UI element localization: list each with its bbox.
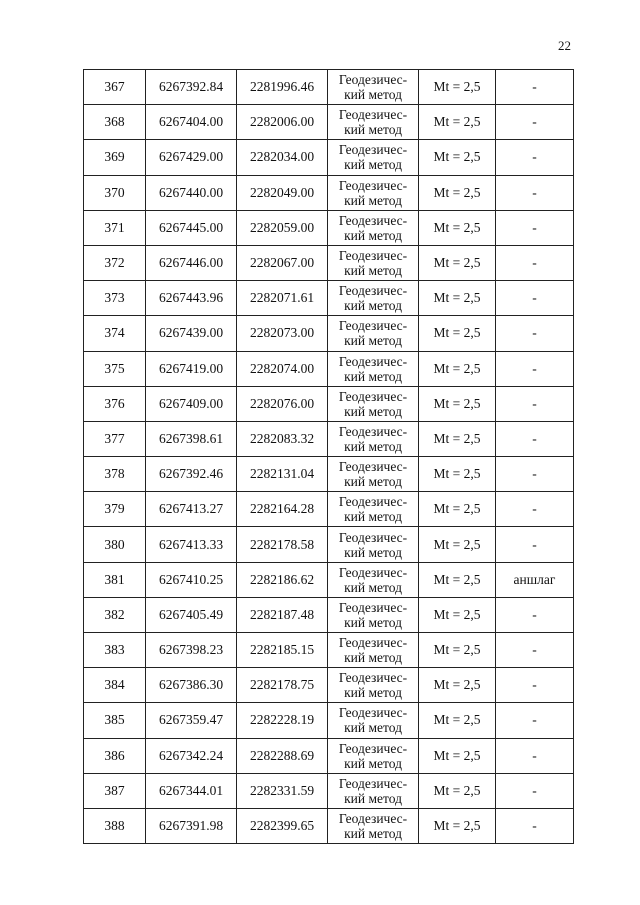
point-number-cell: 387 [84,773,146,808]
y-coordinate-cell: 2282185.15 [237,633,328,668]
table-row [84,668,574,703]
accuracy-cell: Mt = 2,5 [419,70,496,105]
method-cell [328,421,419,456]
method-cell [328,597,419,632]
point-number-cell: 381 [84,562,146,597]
y-coordinate-cell: 2282067.00 [237,245,328,280]
point-number-cell: 378 [84,457,146,492]
point-number-cell: 373 [84,281,146,316]
x-coordinate-cell: 6267409.00 [146,386,237,421]
method-line-2: кий метод [344,685,402,701]
method-cell [328,70,419,105]
table-row [84,175,574,210]
y-coordinate-cell: 2282131.04 [237,457,328,492]
method-cell [328,668,419,703]
table-row [84,245,574,280]
method-line-2: кий метод [344,298,402,314]
accuracy-cell: Mt = 2,5 [419,175,496,210]
point-number-cell: 380 [84,527,146,562]
x-coordinate-cell: 6267386.30 [146,668,237,703]
point-number-cell: 382 [84,597,146,632]
point-number-cell: 376 [84,386,146,421]
method-line-2: кий метод [344,826,402,842]
x-coordinate-cell: 6267359.47 [146,703,237,738]
x-coordinate-cell: 6267344.01 [146,773,237,808]
accuracy-cell: Mt = 2,5 [419,633,496,668]
note-cell: - [496,316,574,351]
method-line-2: кий метод [344,438,402,454]
method-cell [328,140,419,175]
method-line-1: Геодезичес- [338,529,408,545]
method-cell [328,562,419,597]
table-row [84,527,574,562]
accuracy-cell: Mt = 2,5 [419,808,496,843]
point-number-cell: 371 [84,210,146,245]
note-cell: - [496,773,574,808]
method-line-1: Геодезичес- [338,212,408,228]
x-coordinate-cell: 6267440.00 [146,175,237,210]
note-cell: - [496,633,574,668]
method-line-2: кий метод [344,227,402,243]
note-cell: - [496,492,574,527]
method-line-1: Геодезичес- [338,177,408,193]
method-cell [328,492,419,527]
point-number-cell: 368 [84,105,146,140]
note-cell: - [496,703,574,738]
method-line-1: Геодезичес- [338,107,408,123]
x-coordinate-cell: 6267446.00 [146,245,237,280]
y-coordinate-cell: 2282164.28 [237,492,328,527]
y-coordinate-cell: 2282071.61 [237,281,328,316]
table-row [84,703,574,738]
y-coordinate-cell: 2282074.00 [237,351,328,386]
x-coordinate-cell: 6267405.49 [146,597,237,632]
method-line-1: Геодезичес- [338,705,408,721]
point-number-cell: 370 [84,175,146,210]
method-cell [328,703,419,738]
x-coordinate-cell: 6267392.46 [146,457,237,492]
x-coordinate-cell: 6267392.84 [146,70,237,105]
method-line-2: кий метод [344,720,402,736]
point-number-cell: 388 [84,808,146,843]
accuracy-cell: Mt = 2,5 [419,140,496,175]
accuracy-cell: Mt = 2,5 [419,210,496,245]
method-cell [328,457,419,492]
x-coordinate-cell: 6267439.00 [146,316,237,351]
y-coordinate-cell: 2282073.00 [237,316,328,351]
y-coordinate-cell: 2282049.00 [237,175,328,210]
method-line-2: кий метод [344,474,402,490]
point-number-cell: 386 [84,738,146,773]
note-cell: - [496,210,574,245]
method-line-2: кий метод [344,509,402,525]
y-coordinate-cell: 2282083.32 [237,421,328,456]
table-row [84,351,574,386]
x-coordinate-cell: 6267410.25 [146,562,237,597]
method-line-2: кий метод [344,263,402,279]
accuracy-cell: Mt = 2,5 [419,245,496,280]
accuracy-cell: Mt = 2,5 [419,703,496,738]
note-cell: - [496,140,574,175]
x-coordinate-cell: 6267398.61 [146,421,237,456]
method-line-2: кий метод [344,157,402,173]
accuracy-cell: Mt = 2,5 [419,457,496,492]
method-cell [328,245,419,280]
y-coordinate-cell: 2282178.58 [237,527,328,562]
x-coordinate-cell: 6267391.98 [146,808,237,843]
accuracy-cell: Mt = 2,5 [419,351,496,386]
point-number-cell: 379 [84,492,146,527]
note-cell: - [496,70,574,105]
x-coordinate-cell: 6267413.27 [146,492,237,527]
method-cell [328,773,419,808]
method-line-1: Геодезичес- [338,494,408,510]
method-cell [328,316,419,351]
accuracy-cell: Mt = 2,5 [419,281,496,316]
x-coordinate-cell: 6267443.96 [146,281,237,316]
coordinates-table [83,69,574,844]
method-line-2: кий метод [344,403,402,419]
accuracy-cell: Mt = 2,5 [419,492,496,527]
table-row [84,70,574,105]
accuracy-cell: Mt = 2,5 [419,386,496,421]
note-cell: - [496,281,574,316]
method-line-2: кий метод [344,579,402,595]
note-cell: - [496,738,574,773]
y-coordinate-cell: 2282076.00 [237,386,328,421]
accuracy-cell: Mt = 2,5 [419,105,496,140]
accuracy-cell: Mt = 2,5 [419,562,496,597]
table-row [84,773,574,808]
table-row [84,633,574,668]
method-line-1: Геодезичес- [338,353,408,369]
y-coordinate-cell: 2282059.00 [237,210,328,245]
point-number-cell: 372 [84,245,146,280]
x-coordinate-cell: 6267419.00 [146,351,237,386]
x-coordinate-cell: 6267429.00 [146,140,237,175]
method-cell [328,808,419,843]
y-coordinate-cell: 2282006.00 [237,105,328,140]
accuracy-cell: Mt = 2,5 [419,668,496,703]
table-row [84,210,574,245]
method-cell [328,175,419,210]
x-coordinate-cell: 6267445.00 [146,210,237,245]
point-number-cell: 385 [84,703,146,738]
y-coordinate-cell: 2282187.48 [237,597,328,632]
table-row [84,457,574,492]
table-row [84,316,574,351]
method-line-1: Геодезичес- [338,318,408,334]
method-line-1: Геодезичес- [338,670,408,686]
x-coordinate-cell: 6267404.00 [146,105,237,140]
accuracy-cell: Mt = 2,5 [419,421,496,456]
point-number-cell: 384 [84,668,146,703]
table-row [84,738,574,773]
accuracy-cell: Mt = 2,5 [419,527,496,562]
accuracy-cell: Mt = 2,5 [419,597,496,632]
method-line-2: кий метод [344,87,402,103]
method-line-1: Геодезичес- [338,459,408,475]
note-cell: - [496,245,574,280]
point-number-cell: 367 [84,70,146,105]
method-cell [328,738,419,773]
note-cell: - [496,351,574,386]
method-line-2: кий метод [344,368,402,384]
x-coordinate-cell: 6267413.33 [146,527,237,562]
note-cell: - [496,386,574,421]
point-number-cell: 369 [84,140,146,175]
method-line-2: кий метод [344,192,402,208]
x-coordinate-cell: 6267398.23 [146,633,237,668]
table-row [84,597,574,632]
accuracy-cell: Mt = 2,5 [419,316,496,351]
method-cell [328,210,419,245]
y-coordinate-cell: 2282331.59 [237,773,328,808]
method-line-1: Геодезичес- [338,142,408,158]
note-cell: - [496,808,574,843]
table-row [84,105,574,140]
method-cell [328,351,419,386]
page-number: 22 [558,38,571,53]
method-line-1: Геодезичес- [338,635,408,651]
note-cell: - [496,175,574,210]
y-coordinate-cell: 2282399.65 [237,808,328,843]
note-cell: - [496,527,574,562]
method-line-2: кий метод [344,790,402,806]
method-line-1: Геодезичес- [338,388,408,404]
y-coordinate-cell: 2282034.00 [237,140,328,175]
method-line-2: кий метод [344,333,402,349]
method-cell [328,633,419,668]
y-coordinate-cell: 2282186.62 [237,562,328,597]
method-line-1: Геодезичес- [338,740,408,756]
method-cell [328,281,419,316]
method-line-2: кий метод [344,544,402,560]
method-line-1: Геодезичес- [338,283,408,299]
note-cell: - [496,457,574,492]
point-number-cell: 374 [84,316,146,351]
method-line-1: Геодезичес- [338,811,408,827]
point-number-cell: 383 [84,633,146,668]
y-coordinate-cell: 2282228.19 [237,703,328,738]
point-number-cell: 377 [84,421,146,456]
method-line-1: Геодезичес- [338,248,408,264]
table-row [84,562,574,597]
method-line-2: кий метод [344,122,402,138]
accuracy-cell: Mt = 2,5 [419,773,496,808]
table-row [84,421,574,456]
note-cell: - [496,597,574,632]
method-line-1: Геодезичес- [338,72,408,88]
method-line-1: Геодезичес- [338,599,408,615]
note-cell: - [496,421,574,456]
y-coordinate-cell: 2282288.69 [237,738,328,773]
table-row [84,492,574,527]
y-coordinate-cell: 2282178.75 [237,668,328,703]
method-line-1: Геодезичес- [338,423,408,439]
coordinates-table-body [84,70,574,844]
point-number-cell: 375 [84,351,146,386]
accuracy-cell: Mt = 2,5 [419,738,496,773]
method-cell [328,105,419,140]
method-line-2: кий метод [344,614,402,630]
method-cell [328,527,419,562]
table-row [84,386,574,421]
method-line-2: кий метод [344,755,402,771]
method-cell [328,386,419,421]
y-coordinate-cell: 2281996.46 [237,70,328,105]
note-cell: - [496,668,574,703]
table-row [84,281,574,316]
note-cell: - [496,105,574,140]
table-row [84,808,574,843]
table-row [84,140,574,175]
x-coordinate-cell: 6267342.24 [146,738,237,773]
method-line-1: Геодезичес- [338,775,408,791]
note-cell: аншлаг [496,562,574,597]
method-line-2: кий метод [344,650,402,666]
method-line-1: Геодезичес- [338,564,408,580]
